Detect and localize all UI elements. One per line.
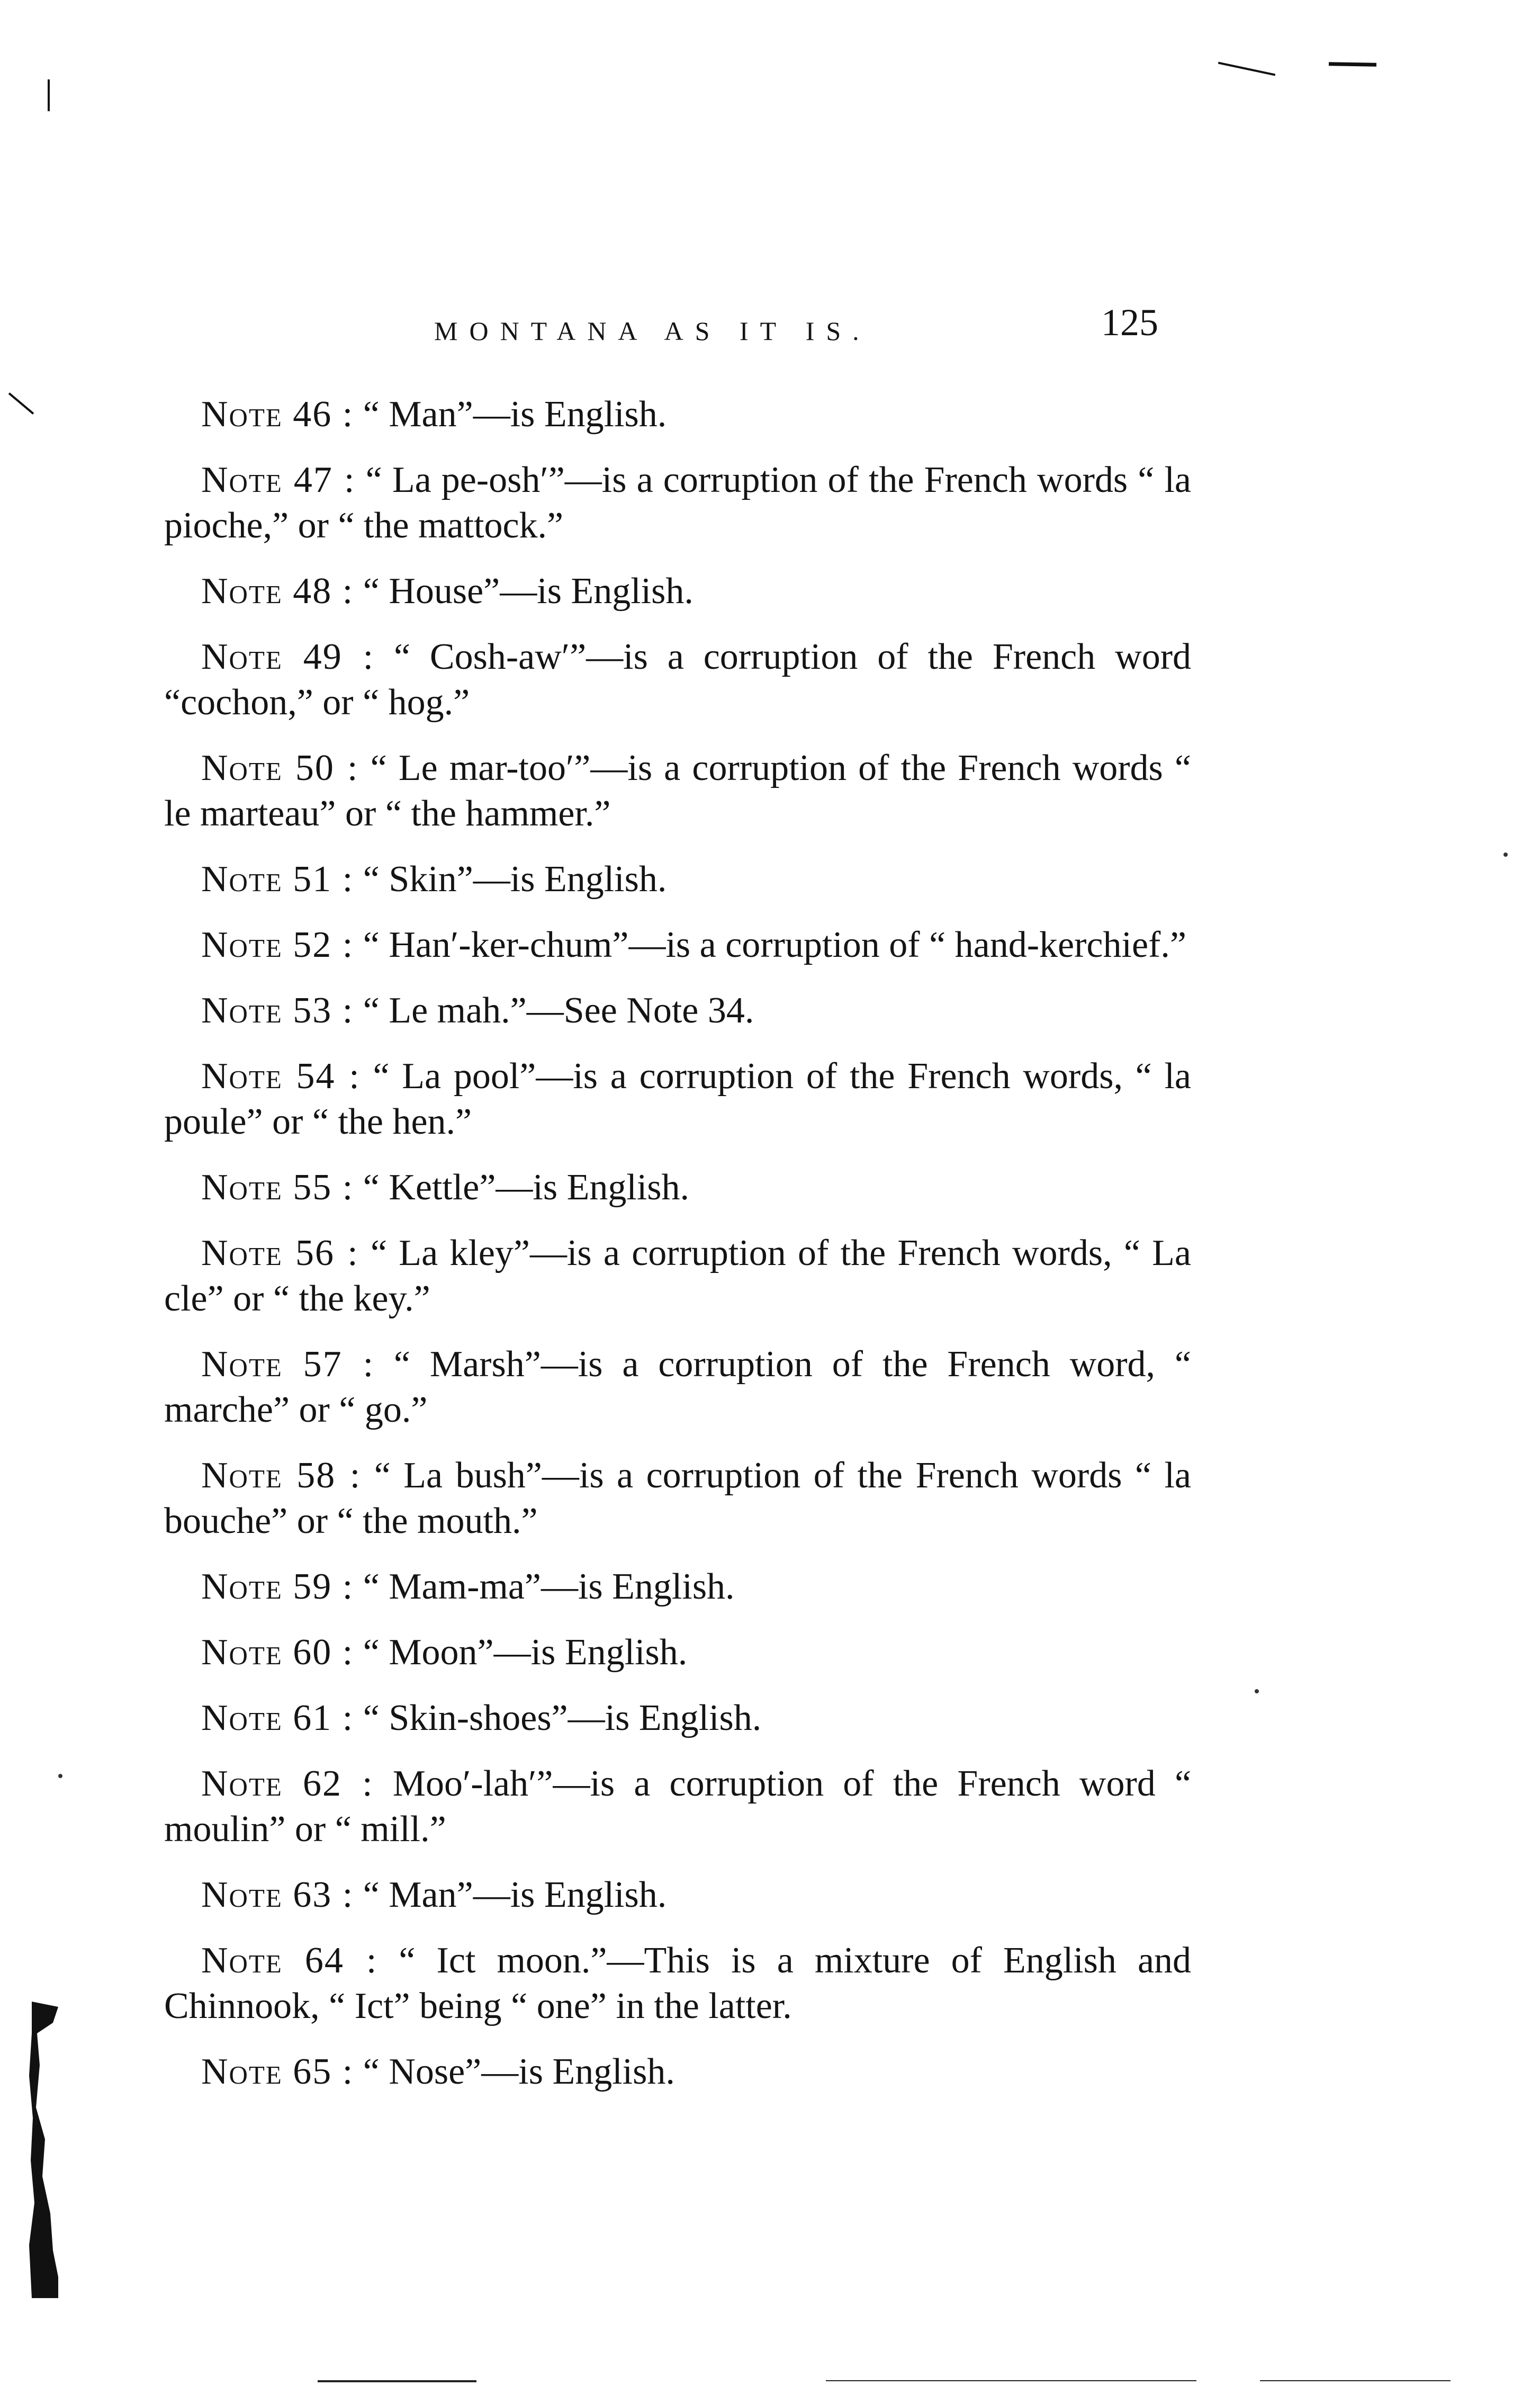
note-label: Note 47 :	[201, 460, 356, 500]
note-text: “ La kley”—is a corruption of the French words, “ La cle” or “ the key.”	[164, 1233, 1191, 1319]
note-label: Note 62 :	[201, 1763, 374, 1804]
note-text: “ Man”—is English.	[354, 394, 667, 435]
note-64	[164, 1938, 1191, 2029]
note-text: “ Man”—is English.	[354, 1874, 667, 1915]
note-text: “ Le mar-too′”—is a corruption of the French words “ le marteau” or “ the hammer.”	[164, 748, 1191, 834]
note-61	[164, 1696, 1191, 1741]
scan-rule-bottom-right	[1260, 2380, 1451, 2381]
note-51	[164, 857, 1191, 902]
notes-list	[164, 392, 1191, 2115]
note-60	[164, 1630, 1191, 1675]
scan-mark-top-right-curve	[1218, 62, 1275, 76]
note-label: Note 55 :	[201, 1167, 354, 1208]
note-46	[164, 392, 1191, 437]
note-58	[164, 1453, 1191, 1544]
note-text: “ La bush”—is a corruption of the French words “ la bouche” or “ the mouth.”	[164, 1455, 1191, 1541]
note-59	[164, 1564, 1191, 1610]
note-54	[164, 1054, 1191, 1145]
note-55	[164, 1165, 1191, 1210]
note-label: Note 48 :	[201, 571, 354, 612]
running-head	[159, 297, 1191, 360]
scan-rule-bottom-left	[318, 2380, 476, 2382]
note-text: “ Nose”—is English.	[354, 2051, 675, 2092]
note-56	[164, 1231, 1191, 1322]
note-label: Note 63 :	[201, 1874, 354, 1915]
page-number: 125	[1101, 301, 1158, 344]
note-label: Note 59 :	[201, 1566, 354, 1607]
note-text: “ House”—is English.	[354, 571, 694, 612]
scan-dot-3	[1503, 853, 1508, 857]
running-title: MONTANA AS IT IS.	[434, 316, 871, 346]
note-label: Note 53 :	[201, 990, 354, 1031]
note-text: “ Han′-ker-chum”—is a corruption of “ hand-kerchief.”	[354, 925, 1186, 965]
note-text: “ Marsh”—is a corruption of the French word, “ marche” or “ go.”	[164, 1344, 1191, 1430]
note-text: “ Cosh-aw′”—is a corruption of the French word “cochon,” or “ hog.”	[164, 636, 1192, 723]
note-47	[164, 458, 1191, 549]
note-63	[164, 1872, 1191, 1918]
note-text: “ Skin-shoes”—is English.	[354, 1698, 762, 1738]
note-label: Note 54 :	[201, 1056, 361, 1097]
scan-dot-2	[58, 1774, 62, 1778]
note-label: Note 60 :	[201, 1632, 354, 1673]
note-50	[164, 746, 1191, 837]
note-label: Note 50 :	[201, 748, 359, 788]
note-text: Moo′-lah′”—is a corruption of the French word “ moulin” or “ mill.”	[164, 1763, 1192, 1850]
note-text: “ Moon”—is English.	[354, 1632, 688, 1673]
note-label: Note 51 :	[201, 859, 354, 900]
scan-dot-1	[1255, 1689, 1259, 1693]
note-62	[164, 1761, 1191, 1852]
note-52	[164, 922, 1191, 968]
scan-mark-top-left	[48, 79, 50, 111]
note-label: Note 57 :	[201, 1344, 375, 1385]
note-text: “ Le mah.”—See Note 34.	[354, 990, 754, 1031]
note-65	[164, 2049, 1191, 2095]
note-label: Note 49 :	[201, 636, 375, 677]
note-text: “ La pe-osh′”—is a corruption of the French words “ la pioche,” or “ the mattock.”	[164, 460, 1191, 546]
note-49	[164, 634, 1191, 725]
scan-mark-top-right	[1329, 62, 1376, 67]
note-text: “ Kettle”—is English.	[354, 1167, 690, 1208]
note-text: “ Ict moon.”—This is a mixture of English and Chinnook, “ Ict” being “ one” in the latter.	[164, 1940, 1192, 2026]
note-label: Note 58 :	[201, 1455, 362, 1496]
note-label: Note 56 :	[201, 1233, 359, 1273]
note-label: Note 52 :	[201, 925, 354, 965]
note-label: Note 64 :	[201, 1940, 378, 1981]
scan-rule-bottom-middle	[826, 2380, 1196, 2381]
note-text: “ Mam-ma”—is English.	[354, 1566, 735, 1607]
note-label: Note 61 :	[201, 1698, 354, 1738]
note-53	[164, 988, 1191, 1034]
note-text: “ La pool”—is a corruption of the French words, “ la poule” or “ the hen.”	[164, 1056, 1191, 1142]
scan-mark-left	[8, 392, 34, 415]
page-torn-edge	[21, 2002, 69, 2298]
note-48	[164, 569, 1191, 614]
note-label: Note 46 :	[201, 394, 354, 435]
note-text: “ Skin”—is English.	[354, 859, 667, 900]
note-label: Note 65 :	[201, 2051, 354, 2092]
note-57	[164, 1342, 1191, 1433]
